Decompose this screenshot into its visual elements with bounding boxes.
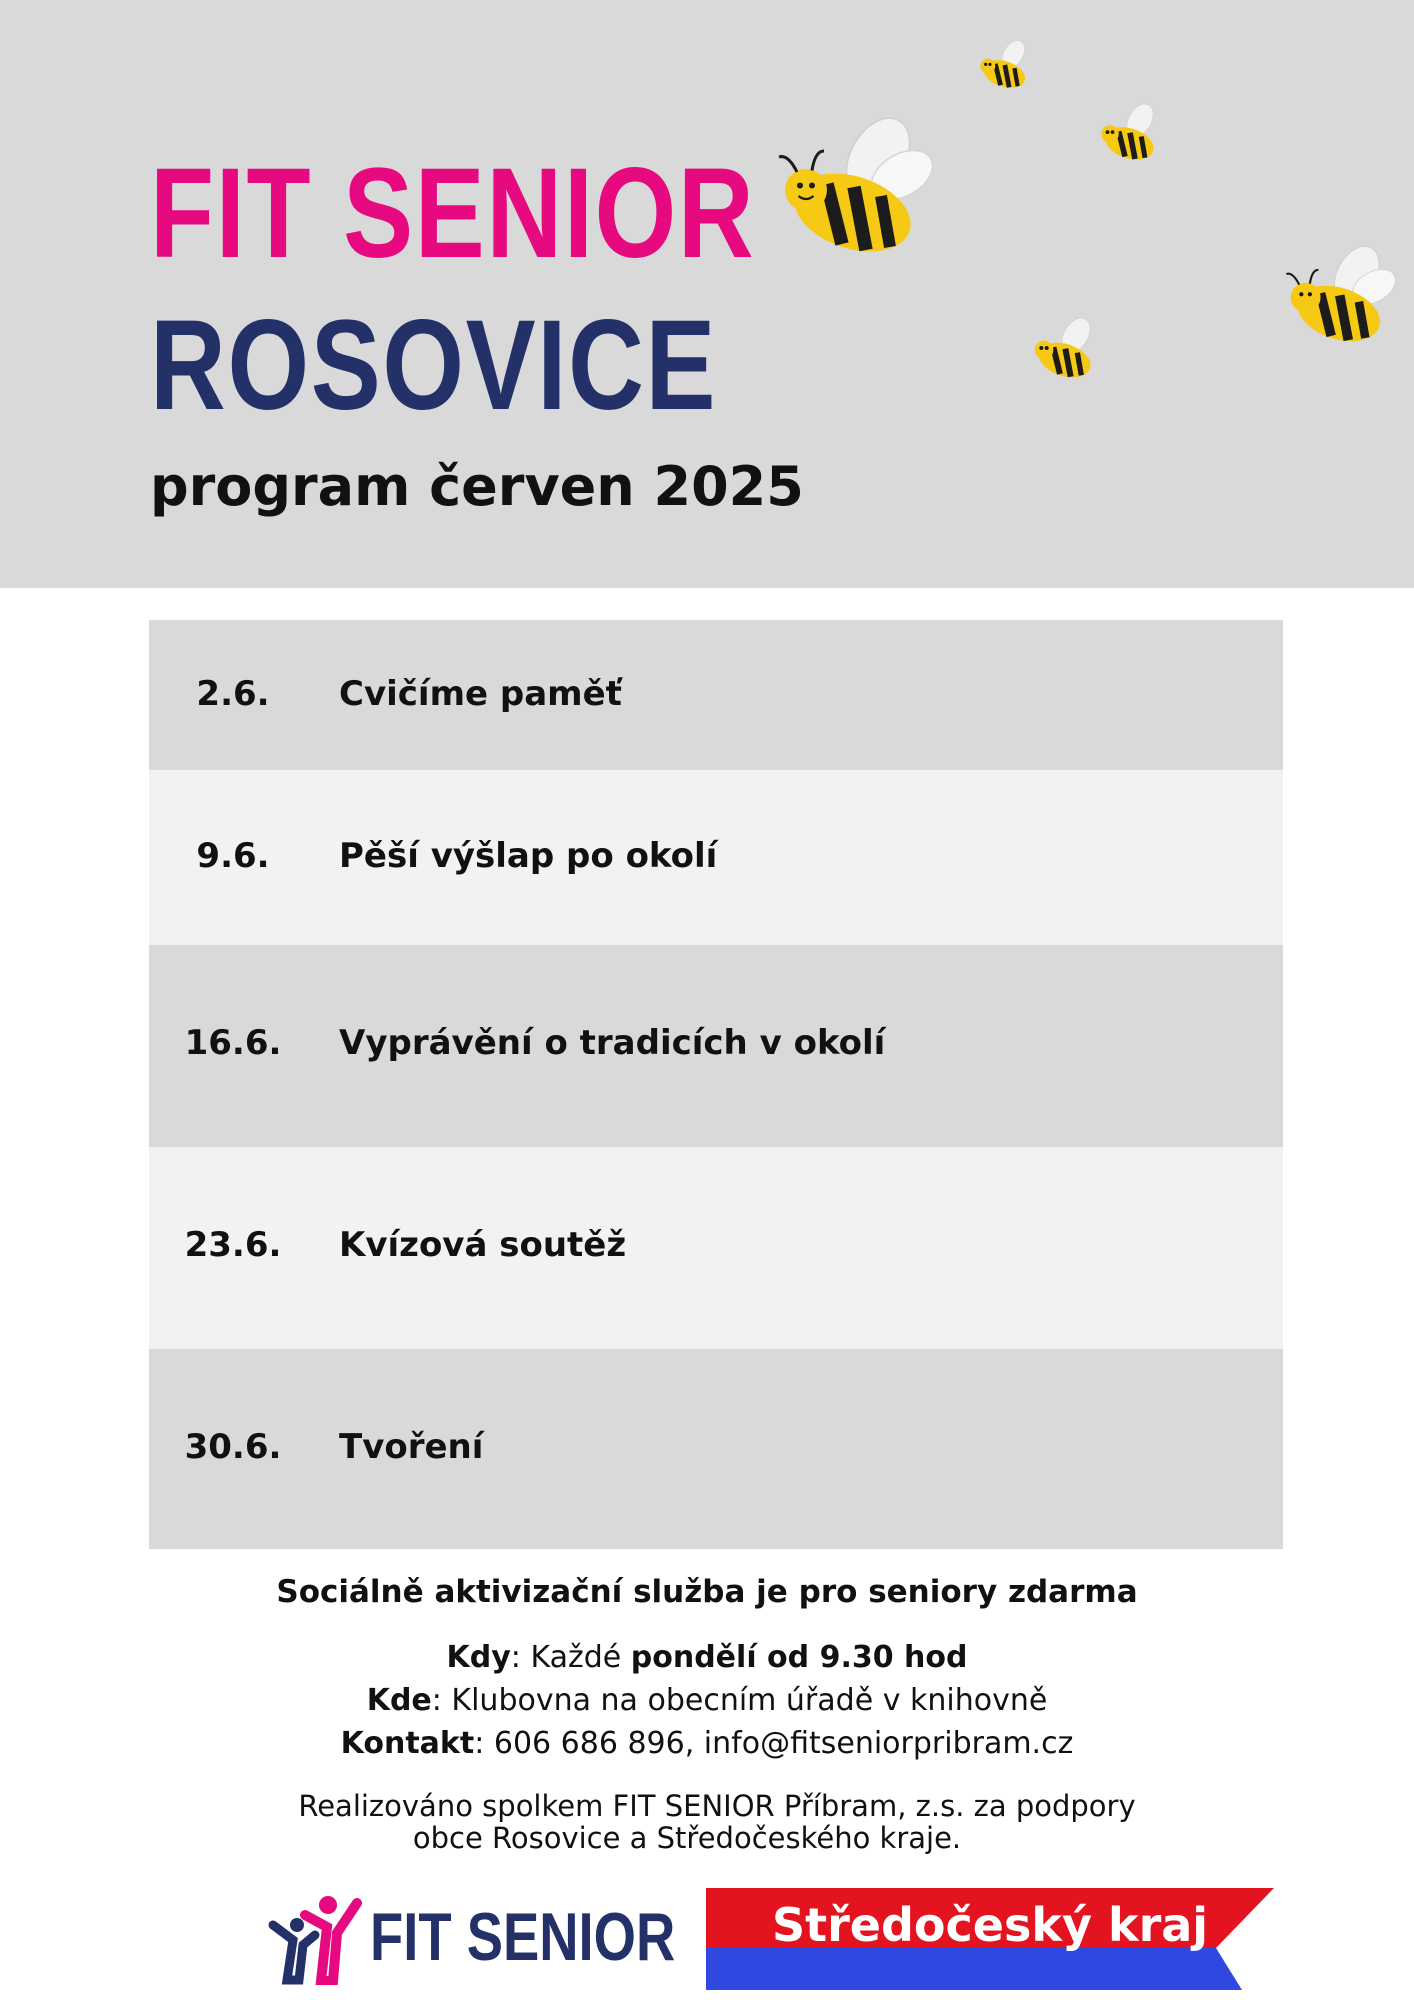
contact-label: Kontakt bbox=[340, 1726, 475, 1761]
program-subtitle: program červen 2025 bbox=[150, 455, 804, 518]
row-date: 23.6. bbox=[184, 1225, 282, 1265]
when-label: Kdy bbox=[446, 1640, 511, 1675]
row-date: 30.6. bbox=[184, 1427, 282, 1467]
when-value: pondělí od 9.30 hod bbox=[630, 1640, 968, 1675]
fit-senior-logo-text: FIT SENIOR bbox=[370, 1899, 676, 1975]
schedule-row bbox=[149, 945, 1283, 1147]
stredocesky-kraj-logo bbox=[706, 1888, 1274, 1990]
schedule-row bbox=[149, 770, 1283, 945]
schedule-row bbox=[149, 1147, 1283, 1349]
footnote-line: obce Rosovice a Středočeského kraje. bbox=[412, 1821, 962, 1855]
title-rosovice: ROSOVICE bbox=[150, 294, 718, 437]
schedule-row bbox=[149, 620, 1283, 770]
footnote-line: Realizováno spolkem FIT SENIOR Příbram, z.s. za podpory bbox=[298, 1789, 1136, 1823]
row-activity: Tvoření bbox=[339, 1427, 484, 1467]
row-date: 2.6. bbox=[196, 674, 270, 714]
bee-icon bbox=[1095, 100, 1170, 168]
where-value: : Klubovna na obecním úřadě v knihovně bbox=[431, 1683, 1048, 1718]
schedule-row bbox=[149, 1349, 1283, 1549]
schedule-table bbox=[149, 620, 1283, 1549]
bee-icon bbox=[1280, 240, 1408, 355]
bee-icon bbox=[770, 110, 950, 270]
when-line bbox=[0, 1640, 1414, 1675]
header-banner bbox=[0, 0, 1414, 588]
fit-senior-logo bbox=[265, 1885, 676, 1985]
row-date: 16.6. bbox=[184, 1023, 282, 1063]
where-label: Kde bbox=[366, 1683, 432, 1718]
row-date: 9.6. bbox=[196, 836, 270, 876]
kraj-logo-text: Středočeský kraj bbox=[772, 1898, 1209, 1952]
title-fit-senior: FIT SENIOR bbox=[150, 142, 756, 285]
row-activity: Cvičíme paměť bbox=[339, 674, 622, 714]
contact-value: : 606 686 896, info@fitseniorpribram.cz bbox=[474, 1726, 1074, 1761]
bee-icon bbox=[975, 38, 1039, 94]
service-note: Sociálně aktivizační služba je pro seniory zdarma bbox=[276, 1574, 1138, 1610]
people-icon bbox=[265, 1885, 365, 1985]
when-prefix: : Každé bbox=[510, 1640, 631, 1675]
row-activity: Pěší výšlap po okolí bbox=[339, 836, 718, 876]
bee-icon bbox=[1028, 315, 1108, 385]
where-line bbox=[0, 1683, 1414, 1718]
row-activity: Vyprávění o tradicích v okolí bbox=[339, 1023, 886, 1063]
contact-line bbox=[0, 1726, 1414, 1761]
row-activity: Kvízová soutěž bbox=[339, 1225, 627, 1265]
